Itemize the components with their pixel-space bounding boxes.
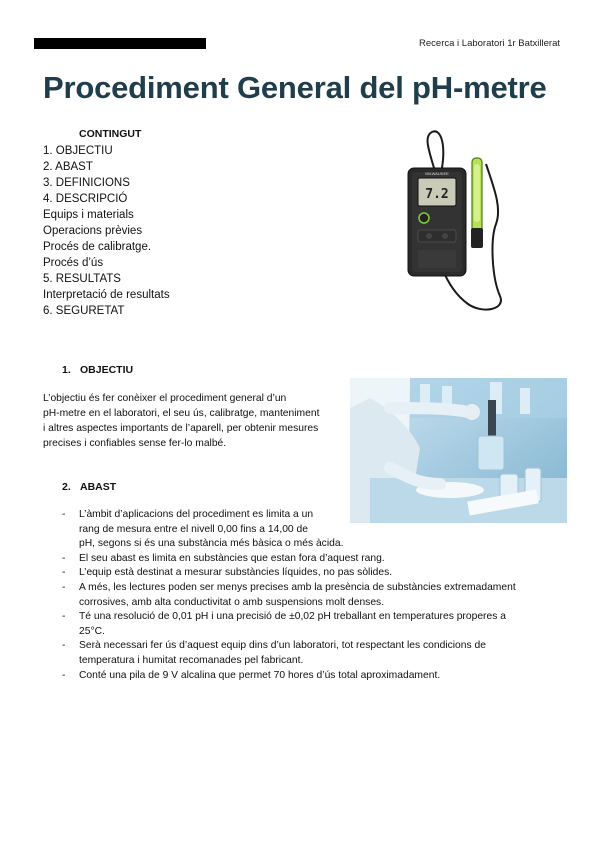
bullet-line: L’àmbit d’aplicacions del procediment es limita a un xyxy=(79,509,314,520)
bullet-line: temperatura i humitat recomanades pel fabricant. xyxy=(79,654,304,666)
section-abast-heading xyxy=(62,481,116,493)
contents-item[interactable]: 5. RESULTATS xyxy=(43,273,121,285)
list-item xyxy=(62,581,516,610)
bullet-marker: - xyxy=(62,581,66,593)
contents-item[interactable]: 6. SEGURETAT xyxy=(43,305,125,317)
contents-item[interactable]: 2. ABAST xyxy=(43,161,93,173)
bullet-marker: - xyxy=(62,552,66,564)
bullet-line: Serà necessari fer ús d’aquest equip dins d’un laboratori, tot respectant les condicions de xyxy=(79,640,486,652)
section-number: 2. xyxy=(62,481,71,493)
list-item xyxy=(62,552,516,567)
contents-item[interactable]: Procés de calibratge. xyxy=(43,241,152,253)
bullet-marker: - xyxy=(62,669,66,681)
bullet-marker: - xyxy=(62,509,66,520)
bullet-line: pH, segons si és una substància més bàsica o més àcida. xyxy=(79,538,344,550)
paragraph-line: L’objectiu és fer conèixer el procediment general d’un xyxy=(43,393,287,404)
bullet-line: Conté una pila de 9 V alcalina que permet 70 hores d’ús total aproximadament. xyxy=(79,669,441,681)
ph-meter-image xyxy=(398,128,518,316)
section-title: OBJECTIU xyxy=(80,364,134,376)
paragraph-line: precises i confiables sense fer-lo malbé. xyxy=(43,438,227,449)
list-item xyxy=(62,566,516,581)
bullet-marker: - xyxy=(62,611,66,623)
meter-power-button xyxy=(419,213,429,223)
bullet-marker: - xyxy=(62,640,66,652)
laboratory-photo xyxy=(350,378,567,523)
bullet-marker: - xyxy=(62,567,66,579)
contents-item[interactable]: 4. DESCRIPCIÓ xyxy=(43,193,128,205)
meter-display-reading: 7.2 xyxy=(425,187,449,202)
header-redaction-bar xyxy=(34,38,206,49)
bullet-line: A més, les lectures poden ser menys precises amb la presència de substàncies extremadament xyxy=(79,581,516,593)
bullet-line: El seu abast es limita en substàncies que estan fora d’aquest rang. xyxy=(79,552,385,564)
paragraph-line: pH-metre en el laboratori, el seu ús, calibratge, manteniment xyxy=(43,408,320,419)
list-item xyxy=(62,669,516,684)
section-title: ABAST xyxy=(80,481,117,493)
section-objectiu-heading xyxy=(62,364,133,376)
page-title: Procediment General del pH-metre xyxy=(43,70,547,105)
bullet-line: rang de mesura entre el nivell 0,00 fins a 14,00 de xyxy=(79,523,308,535)
section-number: 1. xyxy=(62,364,71,376)
bullet-line: L’equip està destinat a mesurar substàncies líquides, no pas sòlides. xyxy=(79,567,393,579)
contents-heading: CONTINGUT xyxy=(79,128,142,140)
list-item xyxy=(62,508,516,552)
contents-item[interactable]: Interpretació de resultats xyxy=(43,289,170,301)
contents-item[interactable]: 3. DEFINICIONS xyxy=(43,177,130,189)
contents-list xyxy=(43,143,170,319)
abast-bullet-list xyxy=(62,508,516,683)
paragraph-line: i altres aspectes importants de l’aparell, per obtenir mesures xyxy=(43,423,319,434)
bullet-line: Té una resolució de 0,01 pH i una precisió de ±0,02 pH treballant en temperatures properes a xyxy=(79,611,506,623)
contents-item[interactable]: 1. OBJECTIU xyxy=(43,145,113,157)
header-course-label: Recerca i Laboratori 1r Batxillerat xyxy=(419,38,560,49)
list-item xyxy=(62,639,516,668)
list-item xyxy=(62,610,516,639)
bullet-line: 25°C. xyxy=(79,625,105,637)
bullet-line: corrosives, amb alta conductivitat o amb suspensions molt denses. xyxy=(79,596,385,608)
meter-brand-label: MILWAUKEE xyxy=(425,171,449,176)
objectiu-paragraph xyxy=(43,391,343,451)
contents-item[interactable]: Equips i materials xyxy=(43,209,134,221)
contents-item[interactable]: Operacions prèvies xyxy=(43,225,143,237)
contents-item[interactable]: Procés d’ús xyxy=(43,257,104,269)
